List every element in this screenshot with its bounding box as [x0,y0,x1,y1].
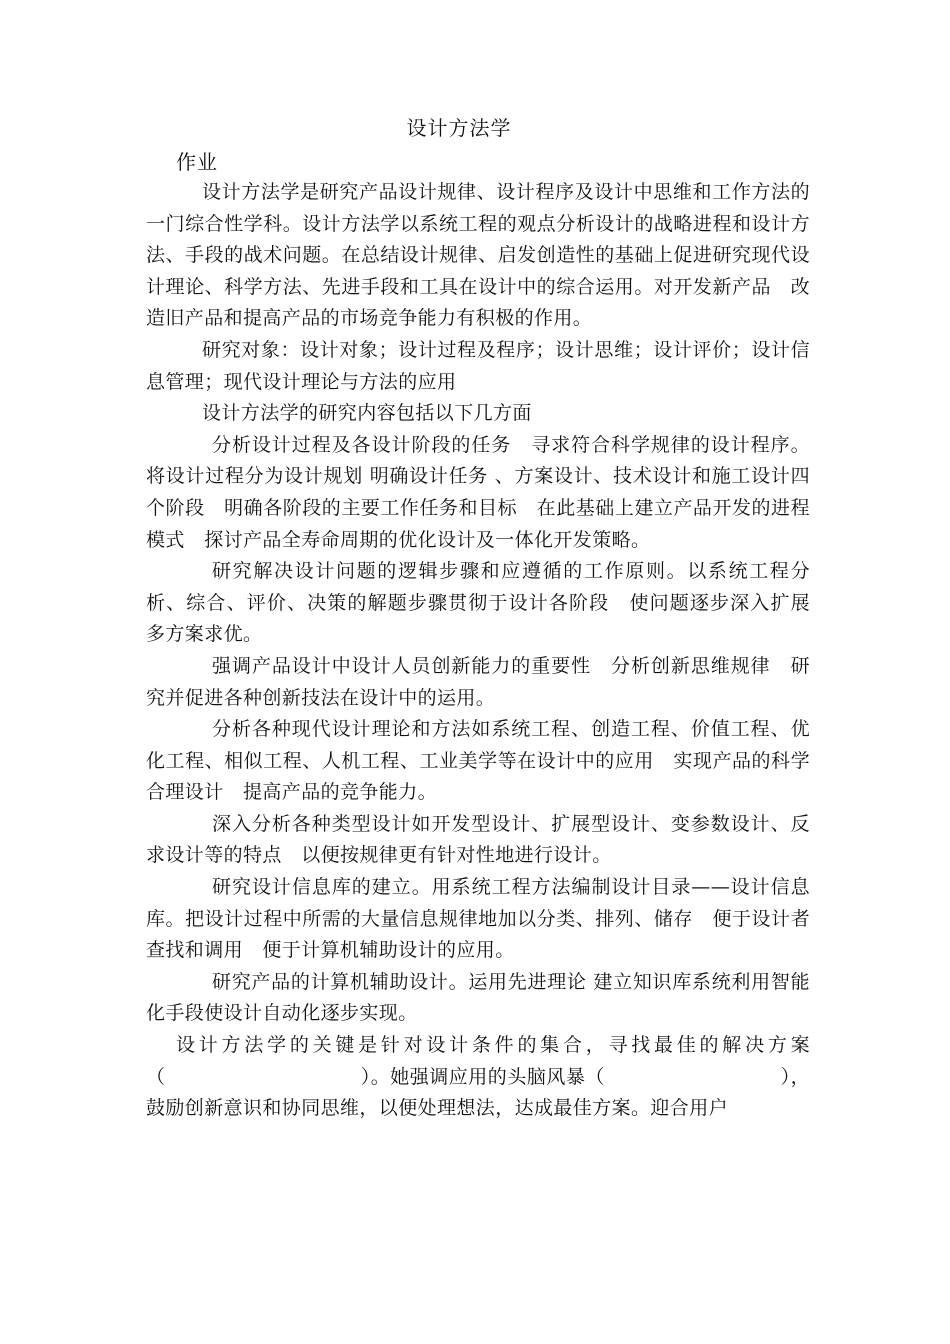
paragraph-item-cad: 研究产品的计算机辅助设计。运用先进理论 建立知识库系统利用智能化手段使设计自动化逐步实现。 [146,970,810,1025]
paragraph-item-modern-theories: 分析各种现代设计理论和方法如系统工程、创造工程、价值工程、优化工程、相似工程、人机工程、工业美学等在设计中的应用 实现产品的科学合理设计 提高产品的竞争能力。 [146,718,810,804]
document-body [146,177,830,1125]
paragraph-item-design-types: 深入分析各种类型设计如开发型设计、扩展型设计、变参数设计、反求设计等的特点 以便按规律更有针对性地进行设计。 [146,812,810,867]
paragraph-research-contents-intro: 设计方法学的研究内容包括以下几方面 [202,402,532,425]
paragraph-item-logic-steps: 研究解决设计问题的逻辑步骤和应遵循的工作原则。以系统工程分析、综合、评价、决策的解题步骤贯彻于设计各阶段 使问题逐步深入扩展 多方案求优。 [146,560,830,646]
assignment-label: 作业 [176,150,218,174]
paragraph-key-point: 设计方法学的关键是针对设计条件的集合，寻找最佳的解决方案（ ）。她强调应用的头脑风暴（ ），鼓励创新意识和协同思维，以便处理想法，达成最佳方案。迎合用户 [146,1034,810,1120]
paragraph-item-innovation: 强调产品设计中设计人员创新能力的重要性 分析创新思维规律 研究并促进各种创新技法在设计中的运用。 [146,654,810,709]
document-title: 设计方法学 [406,116,512,140]
paragraph-item-information-base: 研究设计信息库的建立。用系统工程方法编制设计目录——设计信息库。把设计过程中所需的大量信息规律地加以分类、排列、储存 便于设计者查找和调用 便于计算机辅助设计的应用。 [146,876,810,962]
paragraph-research-objects: 研究对象：设计对象；设计过程及程序；设计思维；设计评价；设计信息管理；现代设计理论与方法的应用 [146,338,810,393]
paragraph-item-design-process: 分析设计过程及各设计阶段的任务 寻求符合科学规律的设计程序。将设计过程分为设计规划 明确设计任务 、方案设计、技术设计和施工设计四个阶段 明确各阶段的主要工作任务和目标 在此基础上建立产品开发的进程模式 探讨产品全寿命周期的优化设计及一体化开发策略。 [146,433,810,551]
paragraph-definition: 设计方法学是研究产品设计规律、设计程序及设计中思维和工作方法的一门综合性学科。设计方法学以系统工程的观点分析设计的战略进程和设计方法、手段的战术问题。在总结设计规律、启发创造性的基础上促进研究现代设计理论、科学方法、先进手段和工具在设计中的综合运用。对开发新产品 改造旧产品和提高产品的市场竞争能力有积极的作用。 [146,181,810,330]
